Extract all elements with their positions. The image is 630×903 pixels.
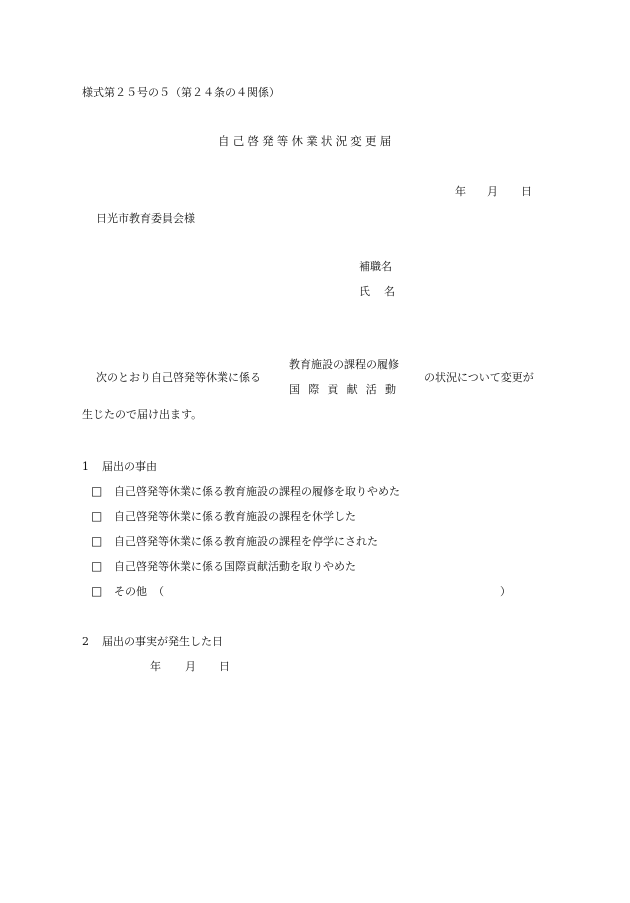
checkbox-icon[interactable]: □ — [91, 509, 103, 523]
reason-label: 自己啓発等休業に係る教育施設の課程の履修を取りやめた — [114, 485, 400, 498]
section2-heading — [82, 633, 223, 649]
page-title: 自己啓発等休業状況変更届 — [218, 134, 395, 148]
name-label — [359, 283, 395, 299]
occurrence-year-label: 年 — [150, 660, 161, 673]
checkbox-icon[interactable]: □ — [91, 534, 103, 548]
addressee: 日光市教育委員会様 — [96, 212, 195, 225]
other-label: その他 — [114, 585, 147, 598]
name-label-char-1: 氏 — [359, 285, 370, 298]
date-day-label: 日 — [521, 185, 532, 198]
name-label-char-2: 名 — [384, 285, 395, 298]
body-trail-text: の状況について変更が — [424, 371, 534, 384]
date-month-label: 月 — [487, 185, 498, 198]
reason-label: 自己啓発等休業に係る国際貢献活動を取りやめた — [114, 560, 356, 573]
section2-number: 2 — [82, 635, 89, 648]
reason-label: 自己啓発等休業に係る教育施設の課程を停学にされた — [114, 535, 378, 548]
occurrence-month-label: 月 — [185, 660, 196, 673]
section1-number: 1 — [82, 460, 89, 473]
option-international-contribution: 国際貢献活動 — [289, 383, 405, 396]
occurrence-day-label: 日 — [219, 660, 230, 673]
section2-title: 届出の事実が発生した日 — [102, 635, 223, 648]
reason-item-3 — [91, 533, 378, 549]
reason-item-other — [91, 583, 164, 599]
body-lead-text: 次のとおり自己啓発等休業に係る — [96, 371, 261, 384]
position-label: 補職名 — [359, 260, 392, 273]
reason-item-1 — [91, 483, 400, 499]
checkbox-icon[interactable]: □ — [91, 559, 103, 573]
form-number: 様式第２５号の５（第２４条の４関係） — [82, 86, 280, 99]
option-course-study: 教育施設の課程の履修 — [289, 358, 399, 371]
section1-title: 届出の事由 — [102, 460, 157, 473]
other-paren-close: ） — [500, 585, 511, 598]
reason-label: 自己啓発等休業に係る教育施設の課程を休学した — [114, 510, 356, 523]
date-year-label: 年 — [455, 185, 466, 198]
checkbox-icon[interactable]: □ — [91, 484, 103, 498]
other-paren-open: （ — [153, 585, 164, 598]
reason-item-2 — [91, 508, 356, 524]
reason-item-4 — [91, 558, 356, 574]
section1-heading — [82, 458, 157, 474]
checkbox-icon[interactable]: □ — [91, 584, 103, 598]
body-second-line: 生じたので届け出ます。 — [82, 408, 203, 421]
